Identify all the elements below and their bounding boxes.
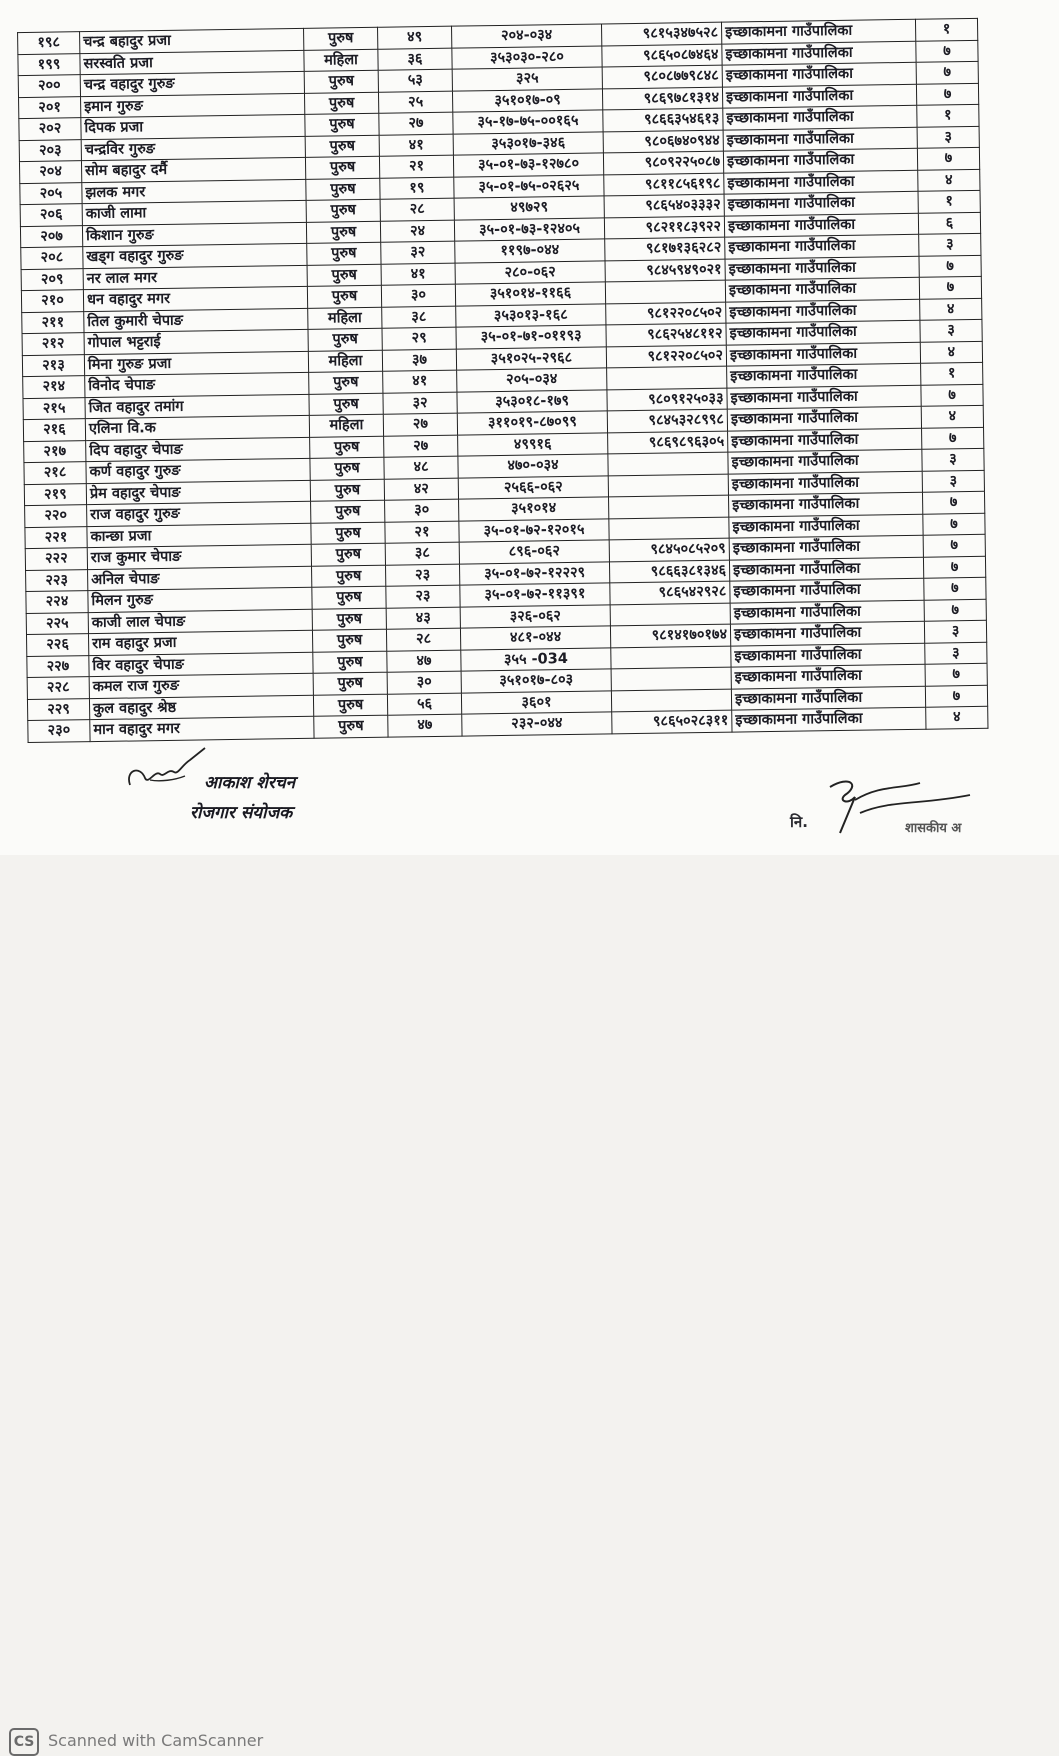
name-cell: झलक मगर: [82, 179, 306, 204]
ward-cell: ७: [924, 599, 986, 621]
municipality-cell: इच्छाकामना गाउँपालिका: [729, 535, 923, 559]
gender-cell: पुरुष: [310, 436, 384, 459]
phone-cell: ९८११८५६१९८: [604, 173, 724, 196]
municipality-cell: इच्छाकामना गाउँपालिका: [726, 342, 920, 366]
ward-cell: ७: [922, 427, 984, 449]
ward-cell: ३: [919, 233, 981, 255]
gender-cell: पुरुष: [304, 92, 378, 115]
phone-cell: ९८६६३८१३४६: [609, 560, 729, 583]
name-cell: मिलन गुरुङ: [88, 587, 312, 612]
name-cell: इमान गुरुङ: [81, 93, 305, 118]
ward-cell: ६: [918, 212, 980, 234]
age-cell: ४१: [379, 134, 453, 157]
gender-cell: पुरुष: [306, 221, 380, 244]
name-cell: एलिना वि.क: [85, 415, 309, 440]
serial-cell: २०६: [20, 204, 82, 226]
citizenship-cell: ३५-०१-७३-१२७८०: [453, 153, 603, 177]
ward-cell: १: [917, 104, 979, 126]
citizenship-cell: ३२५: [452, 67, 602, 91]
gender-cell: पुरुष: [309, 393, 383, 416]
age-cell: २८: [380, 198, 454, 221]
phone-cell: [610, 603, 730, 626]
municipality-cell: इच्छाकामना गाउँपालिका: [730, 578, 924, 602]
name-cell: तिल कुमारी चेपाङ: [84, 308, 308, 333]
citizenship-cell: ३५-१७-७५-००१६५: [453, 110, 603, 134]
name-cell: दिपक प्रजा: [81, 114, 305, 139]
name-cell: दिप वहादुर चेपाङ: [86, 437, 310, 462]
phone-cell: ९८०८७७९८४८: [602, 65, 722, 88]
citizenship-cell: ३५३०१७-३४६: [453, 131, 603, 155]
age-cell: ३२: [381, 241, 455, 264]
serial-cell: २२२: [25, 548, 87, 570]
gender-cell: पुरुष: [312, 629, 386, 652]
phone-cell: ९८१५३४७५२८: [601, 22, 721, 45]
name-cell: कान्छा प्रजा: [87, 523, 311, 548]
name-cell: किशान गुरुङ: [82, 222, 306, 247]
name-cell: नर लाल मगर: [83, 265, 307, 290]
serial-cell: २१५: [23, 397, 85, 419]
age-cell: ४९: [378, 26, 452, 49]
age-cell: १९: [380, 177, 454, 200]
gender-cell: पुरुष: [310, 457, 384, 480]
gender-cell: पुरुष: [304, 27, 378, 50]
municipality-cell: इच्छाकामना गाउँपालिका: [728, 492, 922, 516]
municipality-cell: इच्छाकामना गाउँपालिका: [731, 686, 925, 710]
phone-cell: [609, 495, 729, 518]
citizenship-cell: ४८१-०४४: [460, 626, 610, 650]
ward-cell: ७: [923, 556, 985, 578]
citizenship-cell: ४९९१६: [458, 432, 608, 456]
camscanner-footer: [0, 855, 1059, 1750]
gender-cell: पुरुष: [313, 694, 387, 717]
gender-cell: पुरुष: [307, 285, 381, 308]
name-cell: धन वहादुर मगर: [83, 286, 307, 311]
gender-cell: पुरुष: [306, 199, 380, 222]
age-cell: २७: [383, 413, 457, 436]
citizenship-cell: ३११०१९-८७०९९: [457, 411, 607, 435]
phone-cell: ९८६५०८७४६४: [602, 44, 722, 67]
municipality-cell: इच्छाकामना गाउँपालिका: [722, 41, 916, 65]
citizenship-cell: ३५-०१-७१-०११९३: [456, 325, 606, 349]
signature-prefix: नि.: [790, 813, 808, 831]
name-cell: चन्द्र बहादुर प्रजा: [80, 28, 304, 53]
serial-cell: १९८: [18, 32, 80, 54]
serial-cell: २१३: [22, 354, 84, 376]
serial-cell: २०२: [19, 118, 81, 140]
age-cell: ४८: [384, 456, 458, 479]
gender-cell: पुरुष: [313, 651, 387, 674]
name-cell: कमल राज गुरुङ: [89, 673, 313, 698]
phone-cell: ९८२११८३९२२: [604, 216, 724, 239]
ward-cell: ७: [925, 663, 987, 685]
beneficiary-table-wrapper: [17, 18, 987, 743]
phone-cell: ९८०९२२५०८७: [603, 151, 723, 174]
gender-cell: पुरुष: [309, 371, 383, 394]
ward-cell: ३: [922, 448, 984, 470]
citizenship-cell: ३५३०३०-२८०: [452, 45, 602, 69]
municipality-cell: इच्छाकामना गाउँपालिका: [722, 62, 916, 86]
serial-cell: २०७: [20, 225, 82, 247]
age-cell: ३८: [385, 542, 459, 565]
phone-cell: ९८०९१२५०३३: [607, 388, 727, 411]
ward-cell: ३: [920, 319, 982, 341]
municipality-cell: इच्छाकामना गाउँपालिका: [728, 449, 922, 473]
age-cell: २३: [385, 564, 459, 587]
municipality-cell: इच्छाकामना गाउँपालिका: [730, 600, 924, 624]
ward-cell: ७: [916, 40, 978, 62]
citizenship-cell: ३२६-०६२: [460, 604, 610, 628]
ward-cell: ४: [926, 706, 988, 728]
phone-cell: ९८०६७४०९४४: [603, 130, 723, 153]
municipality-cell: इच्छाकामना गाउँपालिका: [728, 428, 922, 452]
name-cell: राज कुमार चेपाङ: [87, 544, 311, 569]
municipality-cell: इच्छाकामना गाउँपालिका: [725, 256, 919, 280]
serial-cell: २०५: [20, 182, 82, 204]
phone-cell: [607, 366, 727, 389]
name-cell: जित वहादुर तमांग: [85, 394, 309, 419]
name-cell: चन्द्र वहादुर गुरुङ: [80, 71, 304, 96]
ward-cell: ३: [925, 642, 987, 664]
serial-cell: २०३: [19, 139, 81, 161]
age-cell: ४२: [384, 478, 458, 501]
ward-cell: ७: [921, 384, 983, 406]
table-body: [18, 18, 988, 742]
gender-cell: पुरुष: [312, 565, 386, 588]
name-cell: कुल वहादुर श्रेष्ठ: [89, 695, 313, 720]
citizenship-cell: २८०-०६२: [455, 260, 605, 284]
ward-cell: ३: [917, 126, 979, 148]
serial-cell: २१९: [24, 483, 86, 505]
gender-cell: महिला: [308, 307, 382, 330]
name-cell: मान वहादुर मगर: [90, 716, 314, 741]
municipality-cell: इच्छाकामना गाउँपालिका: [723, 148, 917, 172]
serial-cell: २१०: [21, 290, 83, 312]
gender-cell: पुरुष: [305, 113, 379, 136]
citizenship-cell: ३५-०१-७२-११३९१: [460, 583, 610, 607]
beneficiary-table: [17, 18, 988, 743]
municipality-cell: इच्छाकामना गाउँपालिका: [725, 277, 919, 301]
gender-cell: पुरुष: [310, 479, 384, 502]
age-cell: ४७: [388, 714, 462, 737]
gender-cell: पुरुष: [314, 715, 388, 738]
ward-cell: ७: [922, 491, 984, 513]
citizenship-cell: ३५-०१-७५-०२६२५: [454, 174, 604, 198]
municipality-cell: इच्छाकामना गाउँपालिका: [727, 385, 921, 409]
ward-cell: ७: [919, 276, 981, 298]
phone-cell: ९८६२५४८११२: [606, 323, 726, 346]
name-cell: अनिल चेपाङ: [88, 566, 312, 591]
citizenship-cell: २५६६-०६२: [458, 475, 608, 499]
phone-cell: ९८१२२०८५०२: [606, 302, 726, 325]
name-cell: प्रेम वहादुर चेपाङ: [86, 480, 310, 505]
citizenship-cell: ३५३०१८-१७९: [457, 389, 607, 413]
age-cell: ३०: [381, 284, 455, 307]
name-cell: कर्ण वहादुर गुरुङ: [86, 458, 310, 483]
age-cell: ३७: [382, 349, 456, 372]
serial-cell: २२४: [26, 591, 88, 613]
gender-cell: पुरुष: [308, 328, 382, 351]
name-cell: विर वहादुर चेपाङ: [89, 652, 313, 677]
name-cell: मिना गुरुङ प्रजा: [84, 351, 308, 376]
age-cell: ४७: [387, 650, 461, 673]
municipality-cell: इच्छाकामना गाउँपालिका: [727, 363, 921, 387]
phone-cell: ९८१२२०८५०२: [606, 345, 726, 368]
citizenship-cell: ३५१०१४: [459, 497, 609, 521]
serial-cell: २२६: [26, 634, 88, 656]
name-cell: चन्द्रविर गुरुङ: [81, 136, 305, 161]
ward-cell: ३: [922, 470, 984, 492]
ward-cell: ७: [917, 147, 979, 169]
age-cell: २४: [380, 220, 454, 243]
ward-cell: ७: [916, 61, 978, 83]
signature-stamp-text: शासकीय अ: [905, 821, 962, 836]
age-cell: २८: [386, 628, 460, 651]
citizenship-cell: ३५१०१७-८०३: [461, 669, 611, 693]
citizenship-cell: ३६०१: [461, 690, 611, 714]
ward-cell: ७: [919, 255, 981, 277]
phone-cell: ९८६९८९६३०५: [608, 431, 728, 454]
serial-cell: १९९: [18, 53, 80, 75]
serial-cell: २१२: [22, 333, 84, 355]
age-cell: ४१: [383, 370, 457, 393]
serial-cell: २२८: [27, 677, 89, 699]
municipality-cell: इच्छाकामना गाउँपालिका: [729, 557, 923, 581]
phone-cell: ९८६६३५४६१३: [603, 108, 723, 131]
municipality-cell: इच्छाकामना गाउँपालिका: [731, 664, 925, 688]
phone-cell: [611, 667, 731, 690]
serial-cell: २१६: [23, 419, 85, 441]
phone-cell: [609, 517, 729, 540]
ward-cell: ४: [920, 298, 982, 320]
name-cell: सरस्वति प्रजा: [80, 50, 304, 75]
name-cell: काजी लामा: [82, 200, 306, 225]
serial-cell: २११: [22, 311, 84, 333]
phone-cell: ९८६५०२८३११: [612, 710, 732, 733]
serial-cell: २२३: [26, 569, 88, 591]
gender-cell: पुरुष: [311, 500, 385, 523]
gender-cell: पुरुष: [305, 135, 379, 158]
signatory-title: रोजगार संयोजक: [190, 803, 293, 823]
serial-cell: २२७: [27, 655, 89, 677]
ward-cell: ७: [916, 83, 978, 105]
phone-cell: ९८६५४०३३३२: [604, 194, 724, 217]
signatory-block: [190, 768, 295, 828]
citizenship-cell: ३५१०२५-२९६८: [456, 346, 606, 370]
phone-cell: [611, 646, 731, 669]
gender-cell: महिला: [309, 414, 383, 437]
citizenship-cell: ११९७-०४४: [455, 239, 605, 263]
phone-cell: [608, 474, 728, 497]
serial-cell: २०१: [19, 96, 81, 118]
municipality-cell: इच्छाकामना गाउँपालिका: [722, 84, 916, 108]
age-cell: २७: [379, 112, 453, 135]
municipality-cell: इच्छाकामना गाउँपालिका: [723, 105, 917, 129]
gender-cell: पुरुष: [312, 608, 386, 631]
phone-cell: ९८४५९४९०२१: [605, 259, 725, 282]
gender-cell: पुरुष: [307, 264, 381, 287]
gender-cell: पुरुष: [313, 672, 387, 695]
municipality-cell: इच्छाकामना गाउँपालिका: [721, 19, 915, 43]
municipality-cell: इच्छाकामना गाउँपालिका: [732, 707, 926, 731]
municipality-cell: इच्छाकामना गाउँपालिका: [729, 514, 923, 538]
phone-cell: ९८६९७८१३१४: [602, 87, 722, 110]
name-cell: विनोद चेपाङ: [85, 372, 309, 397]
age-cell: २१: [385, 521, 459, 544]
name-cell: राज वहादुर गुरुङ: [87, 501, 311, 526]
citizenship-cell: ३५-०१-७२-१२०१५: [459, 518, 609, 542]
gender-cell: पुरुष: [305, 156, 379, 179]
serial-cell: २०८: [21, 247, 83, 269]
citizenship-cell: ३५१०१४-११६६: [455, 282, 605, 306]
municipality-cell: इच्छाकामना गाउँपालिका: [730, 621, 924, 645]
age-cell: ३०: [387, 671, 461, 694]
phone-cell: [605, 280, 725, 303]
age-cell: २५: [378, 91, 452, 114]
age-cell: ३०: [385, 499, 459, 522]
scanned-sheet: [0, 0, 1059, 855]
municipality-cell: इच्छाकामना गाउँपालिका: [727, 406, 921, 430]
age-cell: ३२: [383, 392, 457, 415]
citizenship-cell: ३५५ -034: [461, 647, 611, 671]
serial-cell: २२९: [27, 698, 89, 720]
serial-cell: २२०: [25, 505, 87, 527]
gender-cell: पुरुष: [306, 178, 380, 201]
serial-cell: २२१: [25, 526, 87, 548]
citizenship-cell: ३५-०१-७२-१२२२९: [459, 561, 609, 585]
camscanner-logo-icon: CS: [9, 1728, 39, 1756]
age-cell: २९: [382, 327, 456, 350]
camscanner-text: Scanned with CamScanner: [48, 1731, 264, 1750]
gender-cell: पुरुष: [312, 586, 386, 609]
municipality-cell: इच्छाकामना गाउँपालिका: [725, 234, 919, 258]
serial-cell: २२५: [26, 612, 88, 634]
ward-cell: ३: [924, 620, 986, 642]
age-cell: ४३: [386, 607, 460, 630]
citizenship-cell: २०५-०३४: [457, 368, 607, 392]
ward-cell: ७: [924, 577, 986, 599]
citizenship-cell: २३२-०४४: [462, 712, 612, 736]
age-cell: २३: [386, 585, 460, 608]
ward-cell: ४: [920, 341, 982, 363]
municipality-cell: इच्छाकामना गाउँपालिका: [726, 299, 920, 323]
serial-cell: २१७: [24, 440, 86, 462]
citizenship-cell: ४९७२९: [454, 196, 604, 220]
age-cell: ३८: [382, 306, 456, 329]
citizenship-cell: ८९६-०६२: [459, 540, 609, 564]
gender-cell: पुरुष: [311, 522, 385, 545]
serial-cell: २०४: [19, 161, 81, 183]
serial-cell: २०९: [21, 268, 83, 290]
gender-cell: महिला: [304, 49, 378, 72]
age-cell: २७: [384, 435, 458, 458]
phone-cell: ९८१७१३६२८२: [605, 237, 725, 260]
serial-cell: २१८: [24, 462, 86, 484]
municipality-cell: इच्छाकामना गाउँपालिका: [723, 127, 917, 151]
phone-cell: ९८४५३२८९९८: [607, 409, 727, 432]
age-cell: ३६: [378, 48, 452, 71]
name-cell: सोम बहादुर दर्मै: [81, 157, 305, 182]
gender-cell: महिला: [308, 350, 382, 373]
municipality-cell: इच्छाकामना गाउँपालिका: [724, 191, 918, 215]
name-cell: गोपाल भट्टराई: [84, 329, 308, 354]
gender-cell: पुरुष: [311, 543, 385, 566]
municipality-cell: इच्छाकामना गाउँपालिका: [724, 213, 918, 237]
ward-cell: ४: [921, 405, 983, 427]
ward-cell: १: [921, 362, 983, 384]
ward-cell: ७: [925, 685, 987, 707]
ward-cell: ७: [923, 534, 985, 556]
serial-cell: २१४: [23, 376, 85, 398]
phone-cell: [608, 452, 728, 475]
municipality-cell: इच्छाकामना गाउँपालिका: [726, 320, 920, 344]
municipality-cell: इच्छाकामना गाउँपालिका: [724, 170, 918, 194]
gender-cell: पुरुष: [304, 70, 378, 93]
municipality-cell: इच्छाकामना गाउँपालिका: [731, 643, 925, 667]
serial-cell: २००: [18, 75, 80, 97]
municipality-cell: इच्छाकामना गाउँपालिका: [728, 471, 922, 495]
ward-cell: १: [918, 190, 980, 212]
age-cell: २१: [379, 155, 453, 178]
phone-cell: ९८६५४२९२८: [610, 581, 730, 604]
ward-cell: ७: [923, 513, 985, 535]
name-cell: काजी लाल चेपाङ: [88, 609, 312, 634]
age-cell: ४१: [381, 263, 455, 286]
gender-cell: पुरुष: [307, 242, 381, 265]
citizenship-cell: ४७०-०३४: [458, 454, 608, 478]
ward-cell: ४: [918, 169, 980, 191]
serial-cell: २३०: [28, 720, 90, 742]
name-cell: राम वहादुर प्रजा: [88, 630, 312, 655]
citizenship-cell: ३५१०१७-०९: [452, 88, 602, 112]
phone-cell: [611, 689, 731, 712]
age-cell: ५३: [378, 69, 452, 92]
age-cell: ५६: [387, 693, 461, 716]
phone-cell: ९८४५०८५२०९: [609, 538, 729, 561]
phone-cell: ९८१४१७०१७४: [610, 624, 730, 647]
citizenship-cell: ३५-०१-७३-१२४०५: [454, 217, 604, 241]
signatory-name: आकाश शेरचन: [204, 773, 296, 793]
name-cell: खड्ग वहादुर गुरुङ: [83, 243, 307, 268]
citizenship-cell: २०४-०३४: [452, 24, 602, 48]
ward-cell: १: [915, 18, 977, 40]
citizenship-cell: ३५३०१३-१६८: [456, 303, 606, 327]
